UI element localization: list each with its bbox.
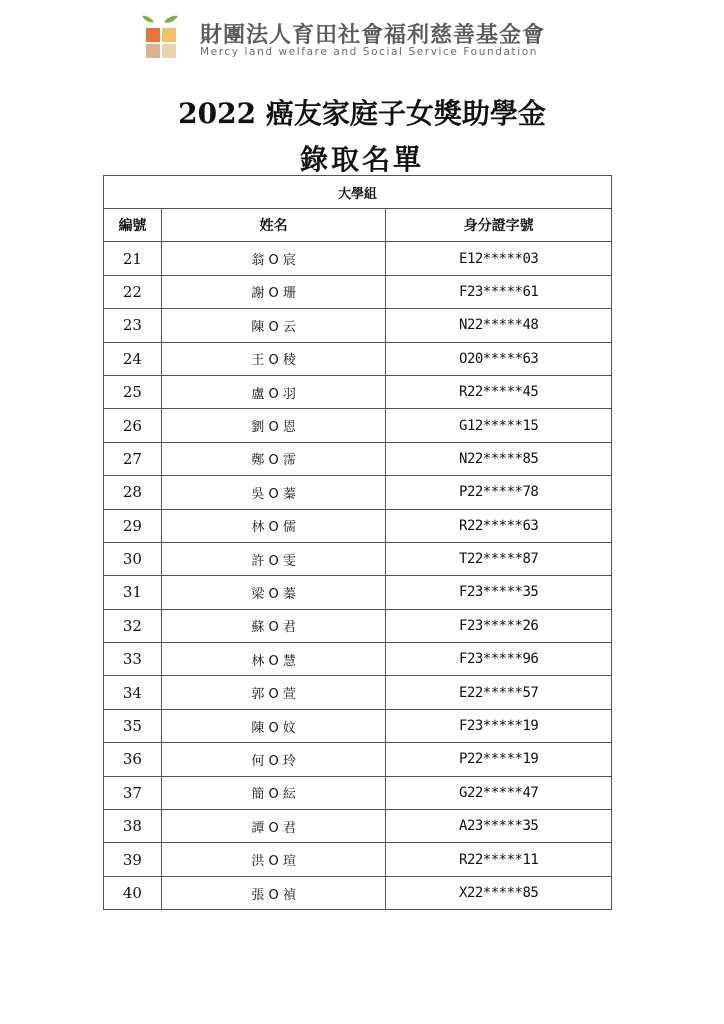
applicant-name: 譚 O 君 xyxy=(161,810,385,843)
applicant-name: 陳 O 妏 xyxy=(161,709,385,742)
applicant-name: 簡 O 紜 xyxy=(161,776,385,809)
row-number: 36 xyxy=(104,743,162,776)
applicant-name: 陳 O 云 xyxy=(161,309,385,342)
row-number: 32 xyxy=(104,609,162,642)
table-row xyxy=(104,476,612,509)
row-number: 23 xyxy=(104,309,162,342)
applicant-name: 張 O 禎 xyxy=(161,876,385,909)
table-row xyxy=(104,542,612,575)
document-subtitle: 錄取名單 xyxy=(299,143,424,176)
applicant-name: 林 O 儒 xyxy=(161,509,385,542)
table-body xyxy=(104,242,612,910)
table-row xyxy=(104,843,612,876)
row-number: 35 xyxy=(104,709,162,742)
row-number: 25 xyxy=(104,375,162,408)
applicant-name: 何 O 玲 xyxy=(161,743,385,776)
id-number: F23*****19 xyxy=(386,709,612,742)
column-header-id: 身分證字號 xyxy=(386,209,612,242)
table-row xyxy=(104,509,612,542)
table-row xyxy=(104,375,612,408)
row-number: 39 xyxy=(104,843,162,876)
id-number: T22*****87 xyxy=(386,542,612,575)
row-number: 29 xyxy=(104,509,162,542)
id-number: A23*****35 xyxy=(386,810,612,843)
row-number: 38 xyxy=(104,810,162,843)
id-number: N22*****85 xyxy=(386,442,612,475)
table-row xyxy=(104,275,612,308)
header-row xyxy=(104,209,612,242)
table-row xyxy=(104,442,612,475)
row-number: 37 xyxy=(104,776,162,809)
id-number: F23*****61 xyxy=(386,275,612,308)
document-title: 2022 癌友家庭子女獎助學金 xyxy=(178,97,546,130)
table-row xyxy=(104,876,612,909)
table-row xyxy=(104,776,612,809)
foundation-header xyxy=(140,12,590,62)
applicant-name: 梁 O 蓁 xyxy=(161,576,385,609)
table-row xyxy=(104,342,612,375)
row-number: 30 xyxy=(104,542,162,575)
row-number: 21 xyxy=(104,242,162,275)
applicant-name: 翁 O 宸 xyxy=(161,242,385,275)
id-number: R22*****63 xyxy=(386,509,612,542)
row-number: 34 xyxy=(104,676,162,709)
row-number: 27 xyxy=(104,442,162,475)
table-row xyxy=(104,409,612,442)
table-row xyxy=(104,242,612,275)
table-row xyxy=(104,576,612,609)
id-number: E22*****57 xyxy=(386,676,612,709)
applicant-name: 吳 O 蓁 xyxy=(161,476,385,509)
applicant-name: 鄭 O 霈 xyxy=(161,442,385,475)
applicant-name: 蘇 O 君 xyxy=(161,609,385,642)
id-number: P22*****19 xyxy=(386,743,612,776)
id-number: R22*****45 xyxy=(386,375,612,408)
row-number: 26 xyxy=(104,409,162,442)
id-number: F23*****26 xyxy=(386,609,612,642)
applicant-name: 王 O 稜 xyxy=(161,342,385,375)
id-number: F23*****96 xyxy=(386,643,612,676)
id-number: N22*****48 xyxy=(386,309,612,342)
applicant-name: 郭 O 萱 xyxy=(161,676,385,709)
row-number: 24 xyxy=(104,342,162,375)
column-header-name: 姓名 xyxy=(161,209,385,242)
id-number: F23*****35 xyxy=(386,576,612,609)
table-row xyxy=(104,810,612,843)
id-number: E12*****03 xyxy=(386,242,612,275)
table-row xyxy=(104,309,612,342)
row-number: 33 xyxy=(104,643,162,676)
id-number: G22*****47 xyxy=(386,776,612,809)
id-number: X22*****85 xyxy=(386,876,612,909)
row-number: 22 xyxy=(104,275,162,308)
applicant-name: 盧 O 羽 xyxy=(161,375,385,408)
row-number: 31 xyxy=(104,576,162,609)
table-row xyxy=(104,709,612,742)
foundation-logo xyxy=(140,12,184,60)
applicant-name: 許 O 雯 xyxy=(161,542,385,575)
table-row xyxy=(104,743,612,776)
admission-list-table xyxy=(103,175,612,910)
id-number: P22*****78 xyxy=(386,476,612,509)
group-label: 大學組 xyxy=(104,176,612,209)
row-number: 40 xyxy=(104,876,162,909)
applicant-name: 林 O 慧 xyxy=(161,643,385,676)
applicant-name: 劉 O 恩 xyxy=(161,409,385,442)
id-number: R22*****11 xyxy=(386,843,612,876)
id-number: G12*****15 xyxy=(386,409,612,442)
group-row xyxy=(104,176,612,209)
row-number: 28 xyxy=(104,476,162,509)
column-header-number: 編號 xyxy=(104,209,162,242)
table-row xyxy=(104,676,612,709)
table-row xyxy=(104,643,612,676)
foundation-name: 財團法人育田社會福利慈善基金會 xyxy=(200,23,546,48)
id-number: O20*****63 xyxy=(386,342,612,375)
applicant-name: 謝 O 珊 xyxy=(161,275,385,308)
applicant-name: 洪 O 瑄 xyxy=(161,843,385,876)
table-row xyxy=(104,609,612,642)
foundation-name-en: Mercy land welfare and Social Service Foundation xyxy=(200,46,539,58)
